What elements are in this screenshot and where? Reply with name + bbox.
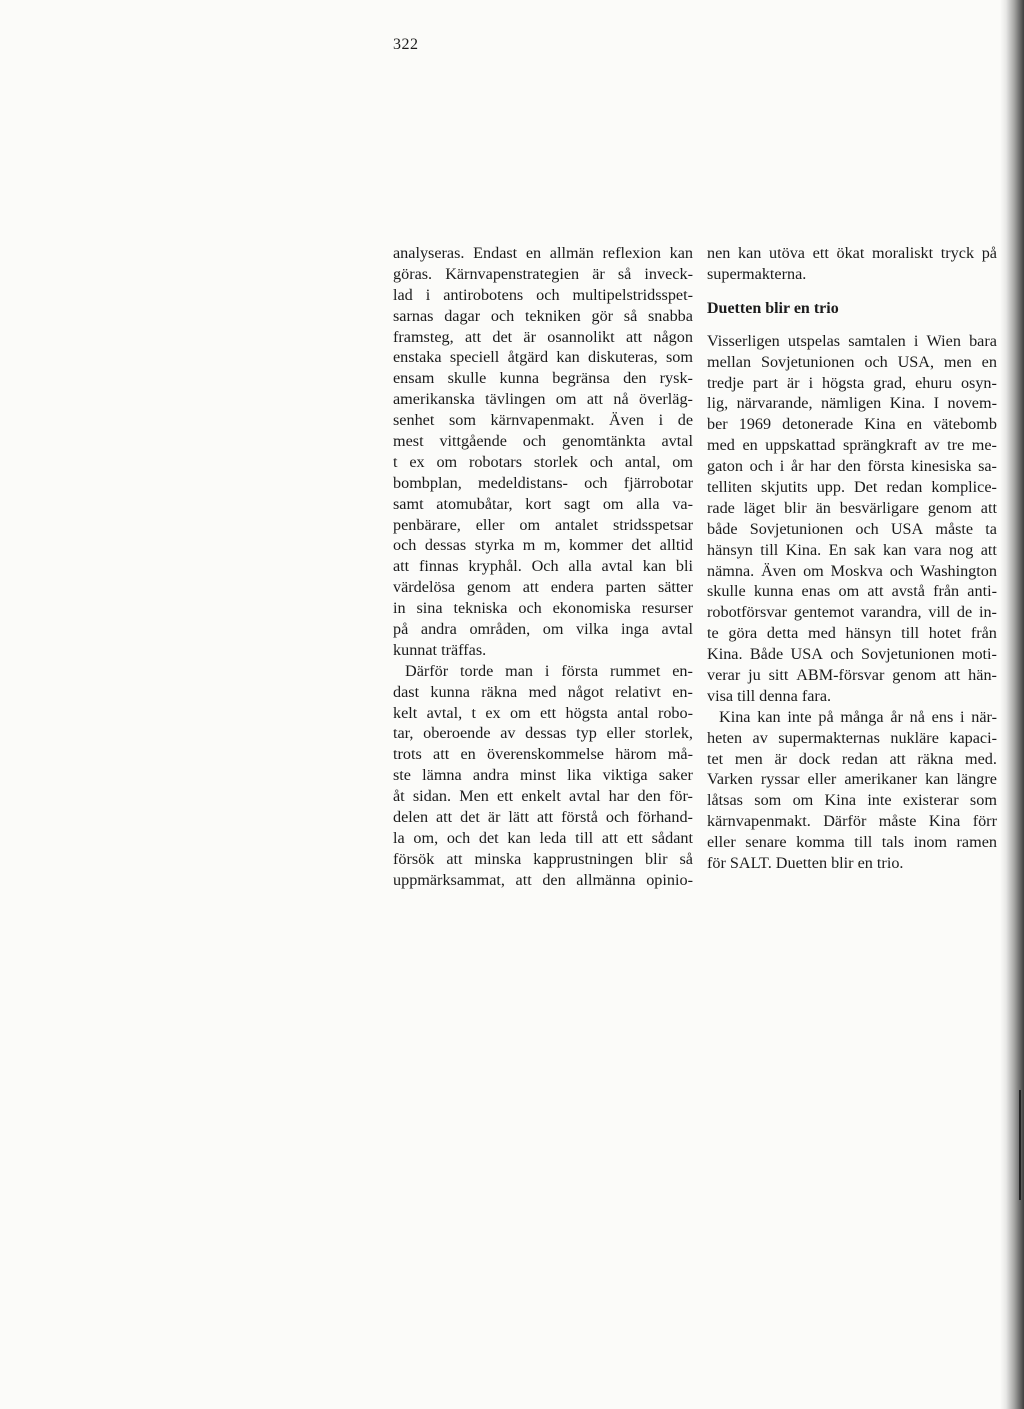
section-heading: Duetten blir en trio [707, 299, 839, 317]
text-line: mellan Sovjetunionen och USA, men en [707, 352, 997, 371]
text-line: kelt avtal, t ex om ett högsta antal robo- [393, 703, 693, 722]
scan-edge-mark [1019, 1090, 1021, 1200]
text-line: låtsas som om Kina inte existerar som [707, 791, 997, 810]
text-line: hänsyn till Kina. En sak kan vara nog att [707, 540, 997, 559]
text-line: penbärare, eller om antalet stridsspetsar [393, 515, 693, 534]
text-line: försök att minska kapprustningen blir så [393, 849, 693, 868]
text-line: kärnvapenmakt. Därför måste Kina förr [707, 812, 997, 831]
text-line: rade läget blir än besvärligare genom att [707, 498, 997, 517]
text-line: bombplan, medeldistans- och fjärrobotar [393, 473, 693, 492]
text-line: Kina kan inte på många år nå ens i när- [719, 707, 997, 726]
text-line: tet men är dock redan att räkna med. [707, 749, 997, 768]
page-number: 322 [393, 36, 419, 53]
text-line: värdelösa genom att endera parten sätter [393, 578, 693, 597]
text-line: uppmärksammat, att den allmänna opinio- [393, 870, 693, 889]
text-line: Därför torde man i första rummet en- [405, 661, 693, 680]
text-line: Visserligen utspelas samtalen i Wien bara [707, 331, 997, 350]
text-line: göras. Kärnvapenstrategien är så inveck- [393, 264, 693, 283]
left-column [393, 243, 693, 891]
text-line: på andra områden, om vilka inga avtal [393, 620, 693, 639]
text-line: ensam skulle kunna begränsa den rysk- [393, 369, 693, 388]
text-line: enstaka speciell åtgärd kan diskuteras, som [393, 348, 693, 367]
text-line: telliten skjutits upp. Det redan komplice- [707, 478, 997, 497]
text-line: lad i antirobotens och multipelstridsspet- [393, 285, 693, 304]
text-line: visa till denna fara. [707, 686, 832, 705]
text-line: åt sidan. Men ett enkelt avtal har den för- [393, 787, 693, 806]
text-line: mest vittgående och genomtänkta avtal [393, 432, 693, 451]
text-line: Varken ryssar eller amerikaner kan längre [707, 770, 997, 789]
text-line: för SALT. Duetten blir en trio. [707, 854, 904, 873]
text-line: tar, oberoende av dessas typ eller storlek, [393, 724, 693, 743]
text-line: nen kan utöva ett ökat moraliskt tryck på [707, 244, 997, 262]
text-line: sarnas dagar och tekniken gör så snabba [393, 306, 693, 325]
text-line: analyseras. Endast en allmän reflexion kan [393, 244, 693, 262]
text-line: framsteg, att det är osannolikt att någon [393, 327, 693, 346]
text-line: och dessas styrka m m, kommer det alltid [393, 536, 693, 555]
text-line: med en uppskattad sprängkraft av tre me- [707, 436, 997, 455]
text-line: delen att det är lätt att förstå och förhand- [393, 808, 693, 827]
text-line: verar ju sitt ABM-försvar genom att hän- [707, 666, 997, 685]
text-line: heten av supermakternas nukläre kapaci- [707, 728, 997, 747]
text-line: ber 1969 detonerade Kina en vätebomb [707, 415, 997, 434]
text-line: supermakterna. [707, 264, 807, 283]
text-line: robotförsvar gentemot varandra, vill de in- [707, 603, 997, 622]
text-line: lig, närvarande, nämligen Kina. I novem- [707, 394, 997, 413]
text-line: la om, och det kan leda till att ett sådant [393, 828, 693, 847]
text-line: ste lämna andra minst lika viktiga saker [393, 766, 693, 785]
text-line: skulle kunna enas om att avstå från anti- [707, 582, 997, 601]
text-line: både Sovjetunionen och USA måste ta [707, 519, 997, 538]
text-line: gaton och i år har den första kinesiska sa- [707, 457, 997, 476]
right-column [707, 243, 997, 874]
text-line: att finnas kryphål. Och alla avtal kan bli [393, 557, 693, 576]
text-line: tredje part är i högsta grad, ehuru osyn- [707, 373, 997, 392]
text-line: t ex om robotars storlek och antal, om [393, 452, 693, 471]
text-line: nämna. Även om Moskva och Washington [707, 561, 997, 580]
text-line: kunnat träffas. [393, 640, 487, 659]
text-line: eller senare komma till tals inom ramen [707, 833, 997, 852]
text-line: amerikanska tävlingen om att nå överläg- [393, 390, 693, 409]
text-line: in sina tekniska och ekonomiska resurser [393, 599, 693, 618]
text-line: te göra detta med hänsyn till hotet från [707, 624, 997, 643]
text-line: trots att en överenskommelse härom må- [393, 745, 693, 764]
text-line: senhet som kärnvapenmakt. Även i de [393, 411, 693, 430]
text-line: Kina. Både USA och Sovjetunionen moti- [707, 645, 997, 664]
text-line: samt atomubåtar, kort sagt om alla va- [393, 494, 693, 513]
text-line: dast kunna räkna med något relativt en- [393, 682, 693, 701]
